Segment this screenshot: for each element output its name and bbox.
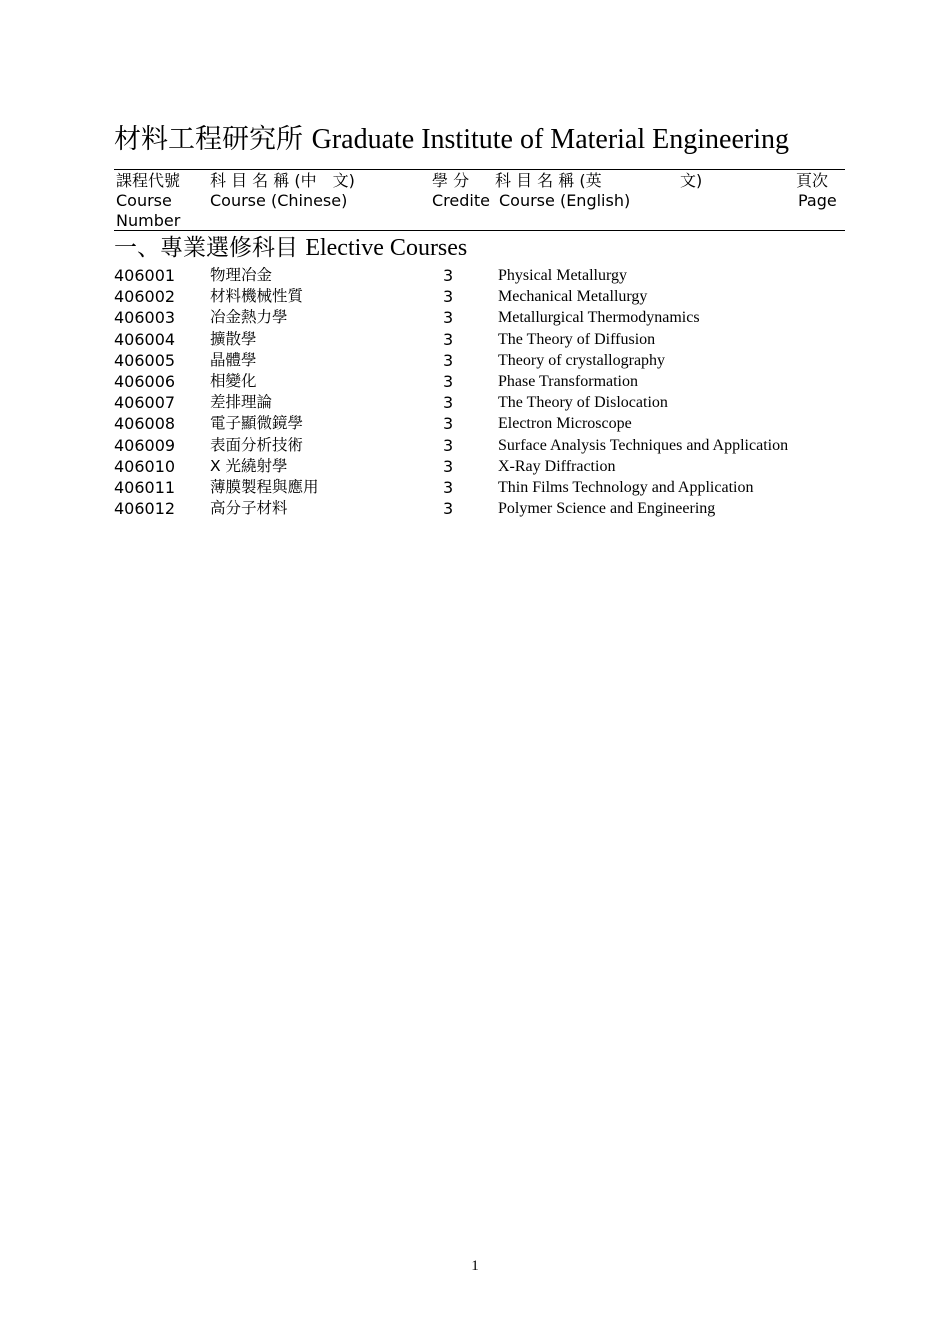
header-top-rule xyxy=(114,169,845,170)
course-credit: 3 xyxy=(443,456,454,476)
course-credit: 3 xyxy=(443,414,454,434)
page-title-zh: 材料工程研究所 xyxy=(114,124,303,155)
page-title-en: Graduate Institute of Material Engineering xyxy=(311,124,789,155)
course-credit: 3 xyxy=(443,287,454,307)
course-credit: 3 xyxy=(443,499,454,519)
page-number: 1 xyxy=(471,1258,479,1274)
course-row xyxy=(114,265,845,286)
course-name-en: X-Ray Diffraction xyxy=(498,457,616,475)
course-credit: 3 xyxy=(443,329,454,349)
page-title xyxy=(114,120,854,160)
course-name-en: Electron Microscope xyxy=(498,415,632,433)
course-code: 406002 xyxy=(114,287,176,307)
header-code-zh: 課程代號 xyxy=(116,171,181,190)
course-name-zh: 冶金熱力學 xyxy=(210,308,288,327)
course-list xyxy=(114,265,845,519)
section-heading-en: Elective Courses xyxy=(305,235,468,261)
course-row xyxy=(114,307,845,328)
course-code: 406003 xyxy=(114,308,176,328)
section-heading xyxy=(114,231,467,265)
course-row xyxy=(114,371,845,392)
course-credit: 3 xyxy=(443,371,454,391)
course-name-en: Physical Metallurgy xyxy=(498,267,628,284)
course-row xyxy=(114,477,845,498)
course-credit: 3 xyxy=(443,266,454,285)
course-code: 406005 xyxy=(114,350,176,370)
header-name-en-en: Course (English) xyxy=(499,191,631,210)
course-name-zh: X 光繞射學 xyxy=(210,456,288,475)
course-name-zh: 表面分析技術 xyxy=(210,435,304,454)
course-name-en: Surface Analysis Techniques and Application xyxy=(498,436,789,454)
course-credit: 3 xyxy=(443,435,454,455)
course-name-en: The Theory of Diffusion xyxy=(498,330,656,348)
course-name-zh: 高分子材料 xyxy=(210,499,288,518)
header-name-en-zh: 科 目 名 稱 (英 xyxy=(495,171,602,190)
course-credit: 3 xyxy=(443,477,454,497)
course-row xyxy=(114,286,845,307)
course-name-en: Phase Transformation xyxy=(498,372,638,390)
course-code: 406001 xyxy=(114,266,176,285)
section-heading-zh: 一、專業選修科目 xyxy=(114,235,298,261)
course-name-zh: 薄膜製程與應用 xyxy=(210,477,319,496)
course-code: 406010 xyxy=(114,456,176,476)
course-name-zh: 相變化 xyxy=(210,371,257,390)
course-name-en: Polymer Science and Engineering xyxy=(498,500,716,518)
course-row xyxy=(114,456,845,477)
course-code: 406006 xyxy=(114,371,176,391)
course-code: 406007 xyxy=(114,393,176,413)
course-credit: 3 xyxy=(443,308,454,328)
course-name-zh: 擴散學 xyxy=(210,329,257,348)
course-code: 406009 xyxy=(114,435,176,455)
header-credit-en: Credite xyxy=(432,191,490,210)
course-name-en: Mechanical Metallurgy xyxy=(498,288,648,306)
course-name-zh: 電子顯微鏡學 xyxy=(210,414,304,433)
header-page-en: Page xyxy=(798,191,837,210)
course-name-en: Metallurgical Thermodynamics xyxy=(498,309,700,327)
course-name-en: The Theory of Dislocation xyxy=(498,394,668,412)
header-page-zh: 頁次 xyxy=(796,171,829,190)
course-code: 406004 xyxy=(114,329,176,349)
course-name-zh: 物理冶金 xyxy=(210,266,273,284)
header-name-en-zh-end: 文) xyxy=(680,171,703,190)
course-credit: 3 xyxy=(443,393,454,413)
course-row xyxy=(114,498,845,519)
header-name-zh-zh: 科 目 名 稱 (中 文) xyxy=(210,171,355,190)
header-name-zh-en: Course (Chinese) xyxy=(210,191,348,210)
header-code-en-2: Number xyxy=(116,211,181,230)
course-name-en: Thin Films Technology and Application xyxy=(498,478,754,496)
course-code: 406011 xyxy=(114,477,176,497)
course-name-en: Theory of crystallography xyxy=(498,351,666,369)
course-name-zh: 材料機械性質 xyxy=(210,287,304,306)
course-row xyxy=(114,329,845,350)
course-row xyxy=(114,350,845,371)
course-credit: 3 xyxy=(443,350,454,370)
header-code-en-1: Course xyxy=(116,191,172,210)
course-name-zh: 晶體學 xyxy=(210,350,257,369)
course-code: 406008 xyxy=(114,414,176,434)
course-name-zh: 差排理論 xyxy=(210,393,273,412)
course-row xyxy=(114,413,845,434)
course-row xyxy=(114,435,845,456)
course-code: 406012 xyxy=(114,499,176,519)
course-row xyxy=(114,392,845,413)
header-credit-zh: 學 分 xyxy=(432,171,470,190)
